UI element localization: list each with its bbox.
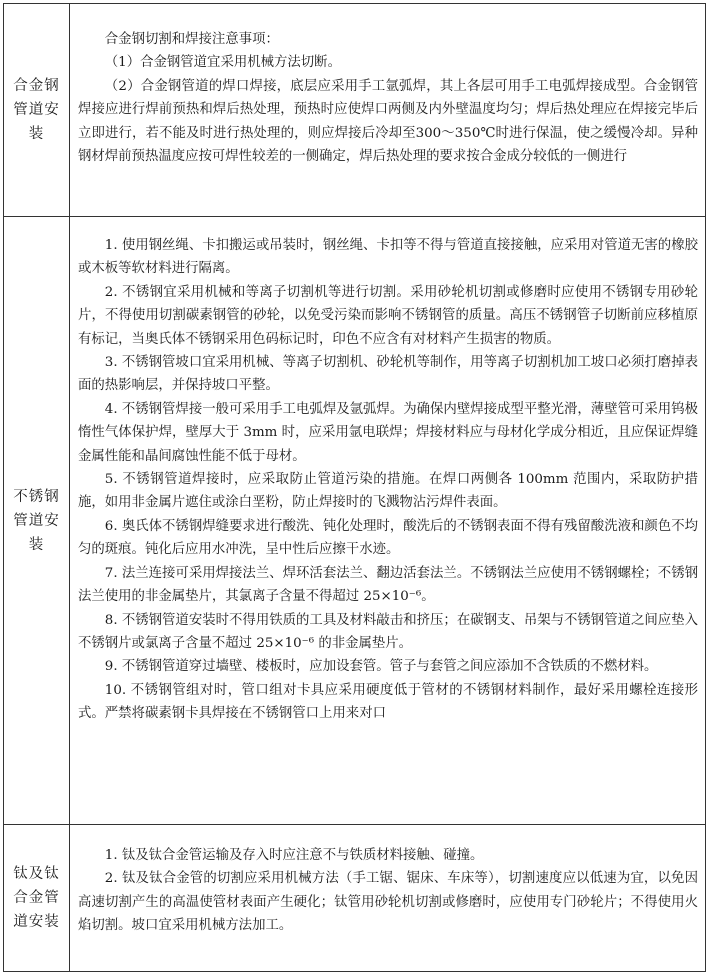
paragraph: 6. 奥氏体不锈钢焊缝要求进行酸洗、钝化处理时，酸洗后的不锈钢表面不得有残留酸洗液和颜色不均匀的斑痕。钝化后应用水冲洗，呈中性后应擦干水迹。 (78, 518, 698, 558)
row-label-text: 钛及钛合金管道安装 (13, 866, 60, 930)
paragraph: 7. 法兰连接可采用焊接法兰、焊环活套法兰、翻边活套法兰。不锈钢法兰应使用不锈钢螺栓；不锈钢法兰使用的非金属垫片，其氯离子含量不得超过 25×10⁻⁶。 (78, 565, 698, 605)
row-label-alloy-steel (4, 4, 69, 216)
row-content-stainless-steel (78, 234, 698, 726)
paragraph: 4. 不锈钢管焊接一般可采用手工电弧焊及氩弧焊。为确保内壁焊接成型平整光滑，薄壁管可采用钨极惰性气体保护焊，壁厚大于 3mm 时，应采用氩电联焊；焊接材料应与母材化学成分相近，且应保证焊缝金属性能和晶间腐蚀性能不低于母材。 (78, 401, 698, 464)
paragraph: 10. 不锈钢管组对时，管口组对卡具应采用硬度低于管材的不锈钢材料制作，最好采用螺栓连接形式。严禁将碳素钢卡具焊接在不锈钢管口上用来对口 (78, 682, 698, 722)
column-divider (69, 3, 70, 972)
paragraph: 1. 使用钢丝绳、卡扣搬运或吊装时，钢丝绳、卡扣等不得与管道直接接触，应采用对管道无害的橡胶或木板等软材料进行隔离。 (78, 238, 698, 277)
paragraph: 3. 不锈钢管坡口宜采用机械、等离子切割机、砂轮机等制作，用等离子切割机加工坡口必须打磨掉表面的热影响层，并保持坡口平整。 (78, 355, 698, 394)
paragraph: 2. 不锈钢宜采用机械和等离子切割机等进行切割。采用砂轮机切割或修磨时应使用不锈钢专用砂轮片，不得使用切割碳素钢管的砂轮，以免受污染而影响不锈钢管的质量。高压不锈钢管子切断前应移植原有标记，当奥氏体不锈钢采用色码标记时，印色不应含有对材料产生损害的物质。 (78, 284, 698, 347)
paragraph: 2. 钛及钛合金管的切割应采用机械方法（手工锯、锯床、车床等），切割速度应以低速为宜，以免因高速切割产生的高温使管材表面产生硬化；钛管用砂轮机切割或修磨时，应使用专门砂轮片；不得使用火焰切割。坡口宜采用机械方法加工。 (78, 871, 698, 934)
paragraph: 合金钢切割和焊接注意事项： (104, 32, 279, 47)
paragraph: 5. 不锈钢管道焊接时，应采取防止管道污染的措施。在焊口两侧各 100mm 范围内，采取防护措施，如用非金属片遮住或涂白垩粉，防止焊接时的飞溅物沾污焊件表面。 (78, 472, 698, 511)
row-label-titanium (4, 825, 69, 971)
paragraph: （1）合金钢管道宜采用机械方法切断。 (104, 55, 341, 71)
row-label-text: 不锈钢管道安装 (13, 488, 60, 553)
row-divider (3, 824, 706, 825)
paragraph: 1. 钛及钛合金管运输及存入时应注意不与铁质材料接触、碰撞。 (104, 848, 484, 863)
paragraph: 8. 不锈钢管道安装时不得用铁质的工具及材料敲击和挤压；在碳钢支、吊架与不锈钢管道之间应垫入不锈钢片或氯离子含量不超过 25×10⁻⁶ 的非金属垫片。 (78, 612, 698, 651)
row-content-titanium (78, 844, 698, 938)
row-content-alloy-steel (78, 28, 698, 168)
row-label-text: 合金钢管道安装 (13, 78, 60, 142)
row-divider (3, 216, 706, 217)
paragraph: 9. 不锈钢管道穿过墙壁、楼板时，应加设套管。管子与套管之间应添加不含铁质的不燃材料。 (104, 659, 658, 675)
paragraph: （2）合金钢管道的焊口焊接，底层应采用手工氩弧焊，其上各层可用手工电弧焊接成型。合金钢管焊接应进行焊前预热和焊后热处理，预热时应使焊口两侧及内外壁温度均匀；焊后热处理应在焊接完毕后立即进行，若不能及时进行热处理的，则应焊接后冷却至300～350℃时进行保温，使之缓慢冷却。异种钢材焊前预热温度应按可焊性较差的一侧确定，焊后热处理的要求按合金成分较低的一侧进行 (78, 78, 698, 165)
row-label-stainless-steel (4, 217, 69, 824)
